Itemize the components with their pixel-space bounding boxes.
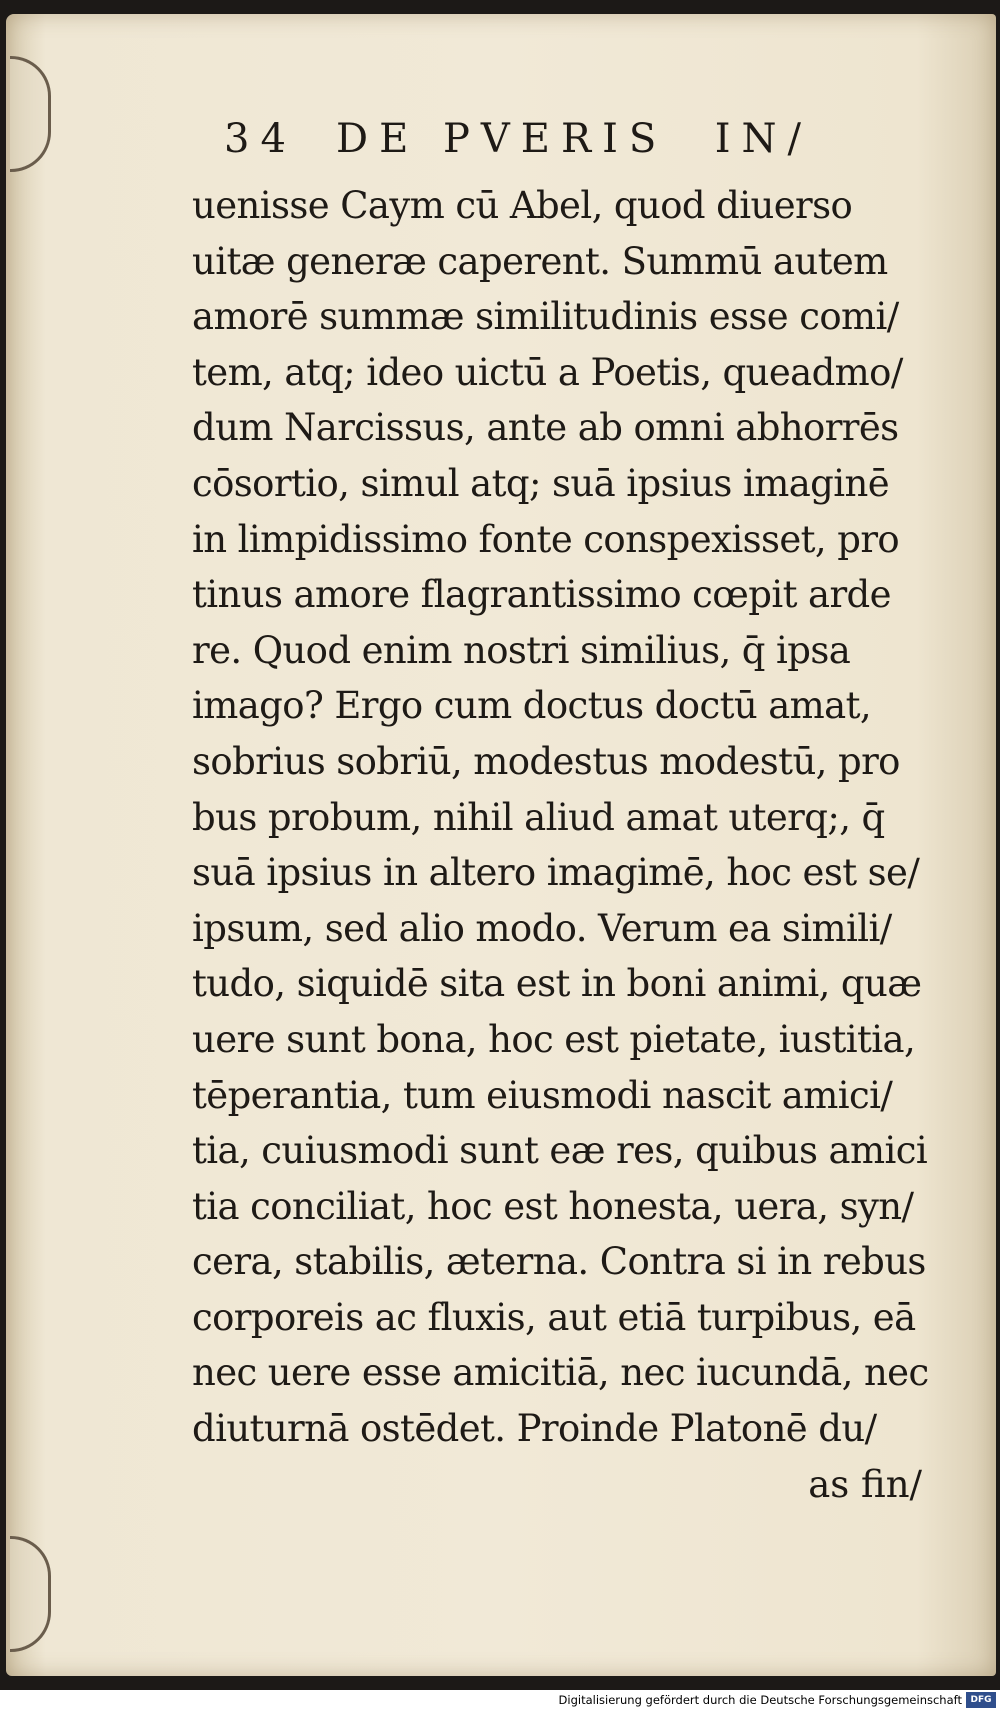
text-line: in limpidissimo fonte conspexisset, pro	[192, 517, 900, 561]
text-line: bus probum, nihil aliud amat uterq;, q̄	[192, 795, 885, 839]
catchword: as fin/	[808, 1462, 922, 1506]
text-line: tēperantia, tum eiusmodi nascit amici/	[192, 1073, 893, 1117]
text-line: tia conciliat, hoc est honesta, uera, syn/	[192, 1184, 914, 1228]
text-line: uitæ generæ caperent. Summū autem	[192, 239, 888, 283]
body-text	[192, 178, 932, 1457]
text-line: uenisse Caym cū Abel, quod diuerso	[192, 184, 853, 227]
text-line: tem, atq; ideo uictū a Poetis, queadmo/	[192, 350, 903, 394]
page-number: 34	[224, 116, 297, 162]
text-line: cera, stabilis, æterna. Contra si in rebus	[192, 1240, 926, 1284]
text-block	[192, 116, 932, 1513]
text-line: nec uere esse amicitiā, nec iucundā, nec	[192, 1351, 929, 1395]
text-line: tinus amore flagrantissimo cœpit arde	[192, 573, 891, 617]
dfg-logo: DFG	[966, 1692, 996, 1708]
text-line: tia, cuiusmodi sunt eæ res, quibus amici	[192, 1129, 928, 1173]
text-line: cōsortio, simul atq; suā ipsius imaginē	[192, 461, 889, 505]
text-line: corporeis ac fluxis, aut etiā turpibus, eā	[192, 1295, 916, 1339]
text-line: sobrius sobriū, modestus modestū, pro	[192, 739, 900, 783]
text-line: tudo, siquidē sita est in boni animi, quæ	[192, 962, 922, 1006]
text-line: diuturnā ostēdet. Proinde Platonē du/	[192, 1407, 877, 1451]
text-line: dum Narcissus, ante ab omni abhorrēs	[192, 406, 899, 450]
text-line: suā ipsius in altero imagimē, hoc est se/	[192, 851, 920, 895]
footer-credit: Digitalisierung gefördert durch die Deutsche Forschungsgemeinschaft	[558, 1693, 962, 1707]
text-line: amorē summæ similitudinis esse comi/	[192, 295, 899, 339]
text-line: imago? Ergo cum doctus doctū amat,	[192, 684, 872, 728]
running-head	[192, 116, 932, 178]
book-page	[6, 14, 996, 1676]
digitization-footer	[0, 1690, 1000, 1712]
text-line: re. Quod enim nostri similius, q̄ ipsa	[192, 628, 851, 672]
running-head-title: DE PVERIS IN/	[336, 116, 813, 162]
page-clip-top	[10, 56, 51, 172]
text-line: uere sunt bona, hoc est pietate, iustitia,	[192, 1017, 916, 1061]
page-clip-bottom	[10, 1536, 51, 1652]
text-line: ipsum, sed alio modo. Verum ea simili/	[192, 906, 892, 950]
